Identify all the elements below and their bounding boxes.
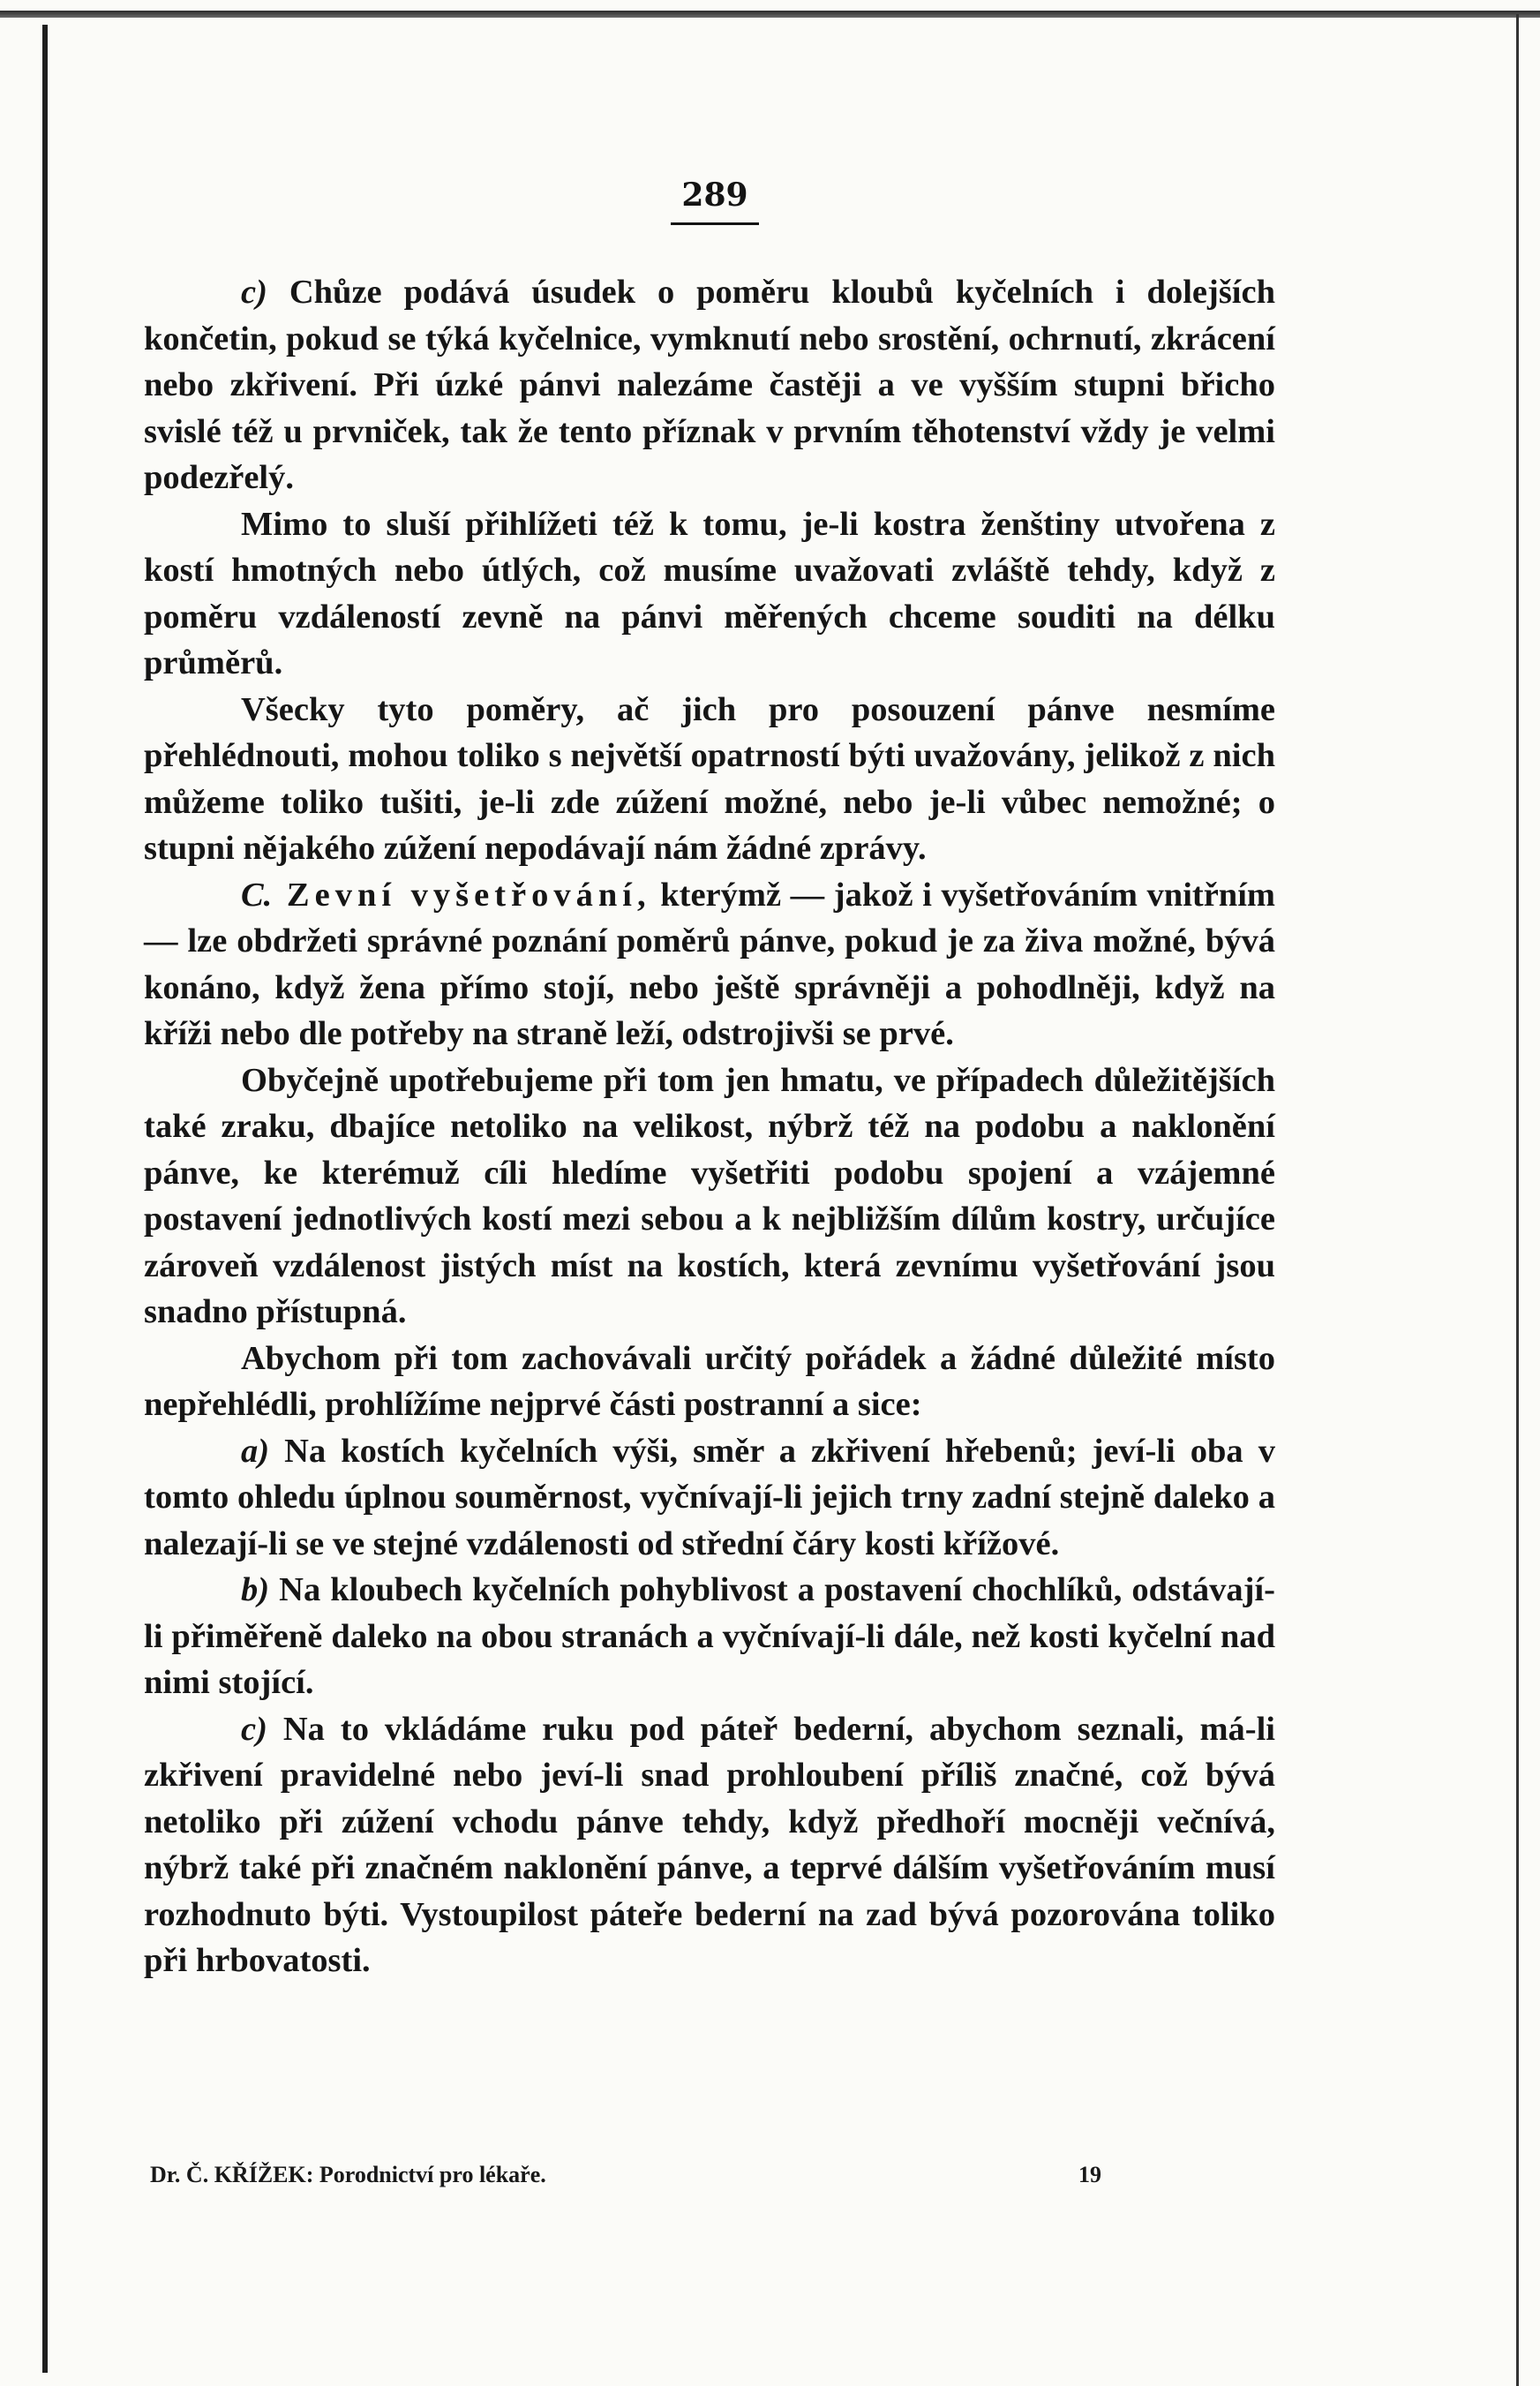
paragraph xyxy=(144,1567,1275,1706)
list-marker: a) xyxy=(241,1432,270,1470)
paragraph xyxy=(144,872,1275,1058)
paragraph xyxy=(144,1336,1275,1428)
paragraph-text: Obyčejně upotřebujeme při tom jen hmatu, ve případech důležitějších také zraku, dbajíce netoliko na velikost, nýbrž též na podobu a naklonění pánve, ke kterémuž cíli hledíme vyšetřiti podobu spojení a vzájemné postavení jednotlivých kostí mezi sebou a k nejbližším dílům kostry, určujíce zároveň vzdálenost jistých míst na kostích, která zevnímu vyšetřování jsou snadno přístupná. xyxy=(144,1061,1275,1330)
footer-author: Dr. Č. KŘÍŽEK: xyxy=(150,2162,314,2187)
footer-title: Porodnictví pro lékaře. xyxy=(319,2162,546,2187)
paragraph-text: Všecky tyto poměry, ač jich pro posouzení pánve nesmíme přehlédnouti, mohou toliko s největší opatrností býti uvažovány, jelikož z nich můžeme toliko tušiti, je-li zde zúžení možné, nebo je-li vůbec nemožné; o stupni nějakého zúžení nepodávají nám žádné zprávy. xyxy=(144,690,1275,867)
page-right-edge xyxy=(1516,14,1519,2386)
section-heading: Zevní vyšetřování, xyxy=(272,876,651,914)
body-text xyxy=(144,269,1275,1984)
section-marker: C. xyxy=(241,876,273,914)
list-marker: b) xyxy=(241,1571,270,1608)
paragraph-text: kterýmž — jakož i vyšetřováním vnitřním — lze obdržeti správné poznání poměrů pánve, pokud je za živa možné, bývá konáno, když žena přímo stojí, nebo ještě správněji a pohodlněji, když na kříži nebo dle potřeby na straně leží, odstrojivši se prvé. xyxy=(144,876,1275,1052)
paragraph xyxy=(144,269,1275,501)
list-marker: c) xyxy=(241,1710,267,1748)
paragraph xyxy=(144,1706,1275,1984)
paragraph-text: Mimo to sluší přihlížeti též k tomu, je-li kostra ženštiny utvořena z kostí hmotných nebo útlých, což musíme uvažovati zvláště tehdy, když z poměru vzdáleností zevně na pánvi měřených chceme souditi na délku průměrů. xyxy=(144,505,1275,681)
page-top-edge xyxy=(0,11,1540,18)
paragraph-text: Abychom při tom zachovávali určitý pořádek a žádné důležité místo nepřehlédli, prohlížíme nejprvé části postranní a sice: xyxy=(144,1339,1275,1423)
paragraph xyxy=(144,687,1275,872)
paragraph-text: Na kostích kyčelních výši, směr a zkřivení hřebenů; jeví-li oba v tomto ohledu úplnou souměrnost, vyčnívají-li jejich trny zadní stejně daleko a nalezají-li se ve stejné vzdálenosti od střední čáry kosti křížové. xyxy=(144,1432,1275,1562)
paragraph-text: Chůze podává úsudek o poměru kloubů kyčelních i dolejších končetin, pokud se týká kyčelnice, vymknutí nebo srostění, ochrnutí, zkrácení nebo zkřivení. Při úzké pánvi nalezáme častěji a ve vyšším stupni břicho svislé též u prvniček, tak že tento příznak v prvním těhotenství vždy je velmi podezřelý. xyxy=(144,274,1275,496)
paragraph-text: Na to vkládáme ruku pod páteř bederní, abychom seznali, má-li zkřivení pravidelné nebo jeví-li snad prohloubení příliš značné, což bývá netoliko při zúžení vchodu pánve tehdy, když předhoří mocněji večnívá, nýbrž také při značném naklonění pánve, a teprvé dálším vyšetřováním musí rozhodnuto býti. Vystoupilost páteře bederní na zad bývá pozorována toliko při hrbovatosti. xyxy=(144,1710,1275,1979)
paragraph-text: Na kloubech kyčelních pohyblivost a postavení chochlíků, odstávají-li přiměřeně daleko na obou stranách a vyčnívají-li dále, než kosti kyčelní nad nimi stojící. xyxy=(144,1571,1275,1701)
page-number-rule xyxy=(671,222,759,225)
paragraph xyxy=(144,1428,1275,1568)
paragraph xyxy=(144,501,1275,687)
footer-signature: 19 xyxy=(1078,2162,1101,2187)
page-number: 289 xyxy=(681,177,748,214)
footer-imprint xyxy=(150,2162,1099,2188)
page-left-edge xyxy=(42,25,48,2373)
list-marker: c) xyxy=(241,274,267,311)
paragraph xyxy=(144,1058,1275,1336)
